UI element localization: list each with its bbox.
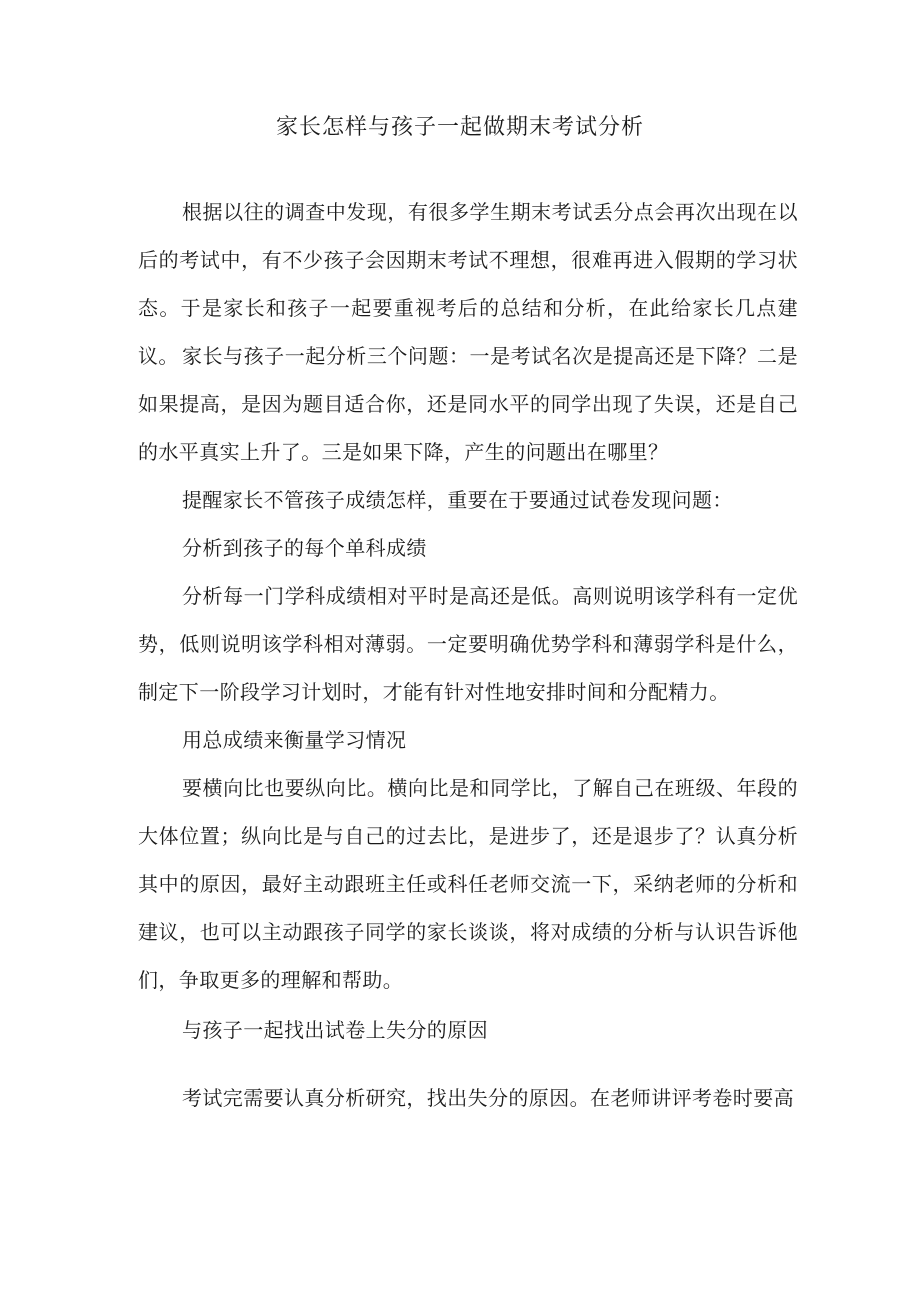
section-heading-single-subject: 分析到孩子的每个单科成绩 [182, 536, 427, 560]
paragraph-lost-points: 考试完需要认真分析研究，找出失分的原因。在老师讲评考卷时要高 [182, 1086, 794, 1110]
section-heading-total-score: 用总成绩来衡量学习情况 [182, 728, 407, 752]
paragraph-total-score: 要横向比也要纵向比。横向比是和同学比，了解自己在班级、年段的大体位置；纵向比是与自己的过去比，是进步了，还是退步了？认真分析其中的原因，最好主动跟班主任或科任老师交流一下，采纳老师的分析和建议，也可以主动跟孩子同学的家长谈谈，将对成绩的分析与认识告诉他们，争取更多的理解和帮助。 [138, 776, 798, 992]
section-heading-lost-points: 与孩子一起找出试卷上失分的原因 [182, 1018, 488, 1042]
document-title: 家长怎样与孩子一起做期末考试分析 [275, 115, 644, 140]
paragraph-three-questions: 家长与孩子一起分析三个问题：一是考试名次是提高还是下降？二是如果提高，是因为题目适合你，还是同水平的同学出现了失误，还是自己的水平真实上升了。三是如果下降，产生的问题出在哪里？ [138, 344, 798, 464]
paragraph-single-subject: 分析每一门学科成绩相对平时是高还是低。高则说明该学科有一定优势，低则说明该学科相对薄弱。一定要明确优势学科和薄弱学科是什么，制定下一阶段学习计划时，才能有针对性地安排时间和分配精力。 [138, 584, 798, 704]
paragraph-intro: 根据以往的调查中发现，有很多学生期末考试丢分点会再次出现在以后的考试中，有不少孩子会因期末考试不理想，很难再进入假期的学习状态。于是家长和孩子一起要重视考后的总结和分析，在此给家长几点建议。 [138, 200, 798, 368]
paragraph-reminder: 提醒家长不管孩子成绩怎样，重要在于要通过试卷发现问题： [182, 488, 733, 512]
